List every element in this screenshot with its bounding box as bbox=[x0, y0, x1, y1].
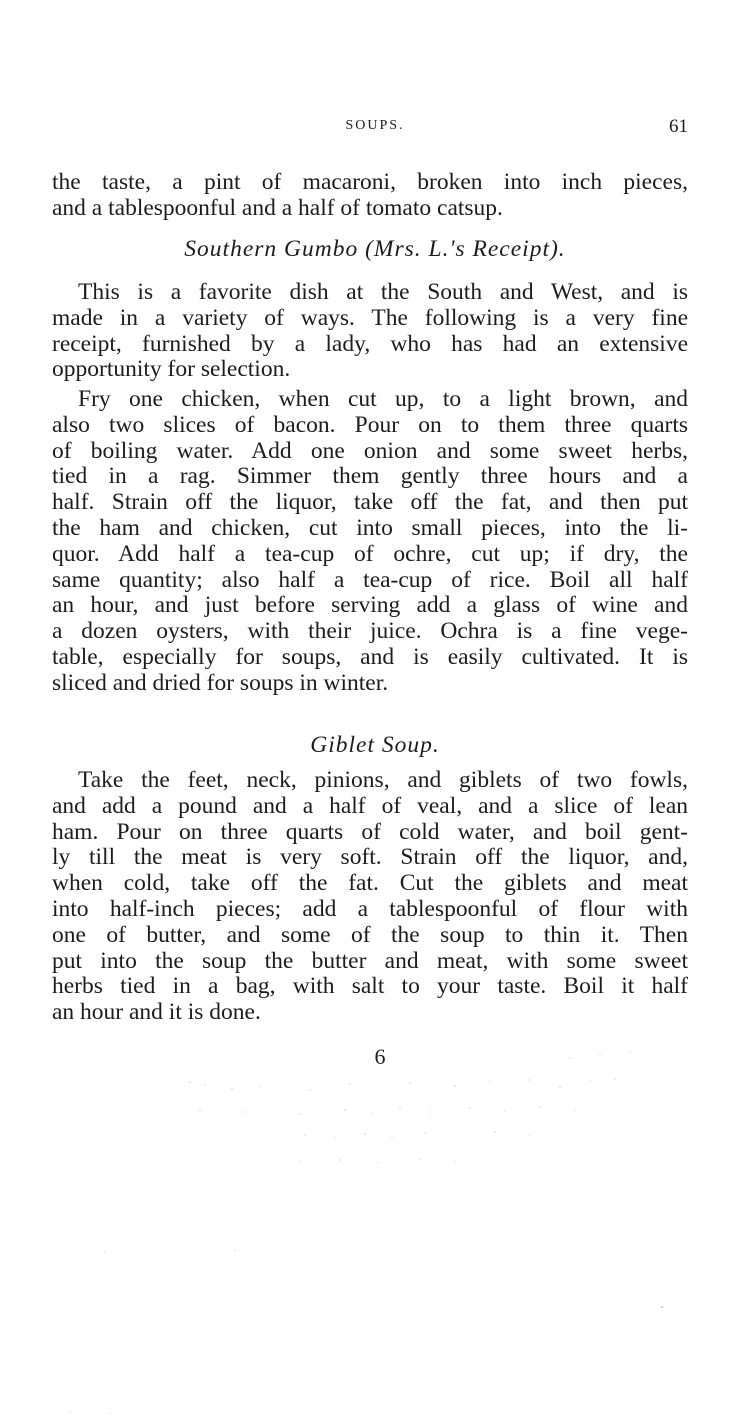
giblet-paragraph bbox=[52, 768, 688, 1026]
text-line: an hour, and just before serving add a glass of wine and bbox=[52, 592, 688, 619]
text-line: sliced and dried for soups in winter. bbox=[52, 669, 389, 696]
text-line: Fry one chicken, when cut up, to a light brown, and bbox=[78, 386, 688, 412]
text-line: a dozen oysters, with their juice. Ochra is a fine vege- bbox=[52, 618, 688, 645]
text-line: of boiling water. Add one onion and some sweet herbs, bbox=[52, 437, 688, 464]
text-line: the taste, a pint of macaroni, broken into inch pieces, bbox=[52, 169, 688, 195]
text-line: an hour and it is done. bbox=[52, 999, 261, 1026]
text-line: and a tablespoonful and a half of tomato catsup. bbox=[52, 194, 503, 221]
gumbo-method-paragraph bbox=[52, 387, 688, 697]
continuation-paragraph bbox=[52, 170, 688, 222]
text-line: quor. Add half a tea-cup of ochre, cut up; if dry, the bbox=[52, 540, 688, 567]
text-line: receipt, furnished by a lady, who has had an extensive bbox=[52, 330, 688, 357]
text-line: table, especially for soups, and is easily cultivated. It is bbox=[52, 643, 688, 670]
text-line: ham. Pour on three quarts of cold water, and boil gent- bbox=[52, 818, 688, 845]
giblet-heading: Giblet Soup. bbox=[310, 732, 440, 758]
text-line: ly till the meat is very soft. Strain off the liquor, and, bbox=[52, 844, 688, 871]
text-line: one of butter, and some of the soup to thin it. Then bbox=[52, 921, 688, 948]
text-line: the ham and chicken, cut into small pieces, into the li- bbox=[52, 514, 688, 541]
text-line: Take the feet, neck, pinions, and giblets of two fowls, bbox=[78, 767, 688, 793]
text-line: when cold, take off the fat. Cut the giblets and meat bbox=[52, 870, 688, 897]
gumbo-intro-paragraph bbox=[52, 280, 688, 383]
text-line: This is a favorite dish at the South and West, and is bbox=[78, 279, 688, 305]
text-line: made in a variety of ways. The following is a very fine bbox=[52, 304, 688, 331]
text-line: into half-inch pieces; add a tablespoonful of flour with bbox=[52, 895, 688, 922]
gumbo-heading: Southern Gumbo (Mrs. L.'s Receipt). bbox=[184, 236, 566, 262]
text-line: put into the soup the butter and meat, with some sweet bbox=[52, 947, 688, 974]
text-line: also two slices of bacon. Pour on to them three quarts bbox=[52, 411, 688, 438]
text-line: half. Strain off the liquor, take off the fat, and then put bbox=[52, 489, 688, 516]
text-line: opportunity for selection. bbox=[52, 356, 291, 383]
text-line: herbs tied in a bag, with salt to your taste. Boil it half bbox=[52, 973, 688, 1000]
text-line: tied in a rag. Simmer them gently three hours and a bbox=[52, 463, 688, 490]
text-line: same quantity; also half a tea-cup of rice. Boil all half bbox=[52, 566, 688, 593]
signature-mark: 6 bbox=[374, 1044, 386, 1069]
running-title: SOUPS. bbox=[345, 118, 405, 133]
page-number: 61 bbox=[669, 116, 688, 137]
text-line: and add a pound and a half of veal, and a slice of lean bbox=[52, 792, 688, 819]
